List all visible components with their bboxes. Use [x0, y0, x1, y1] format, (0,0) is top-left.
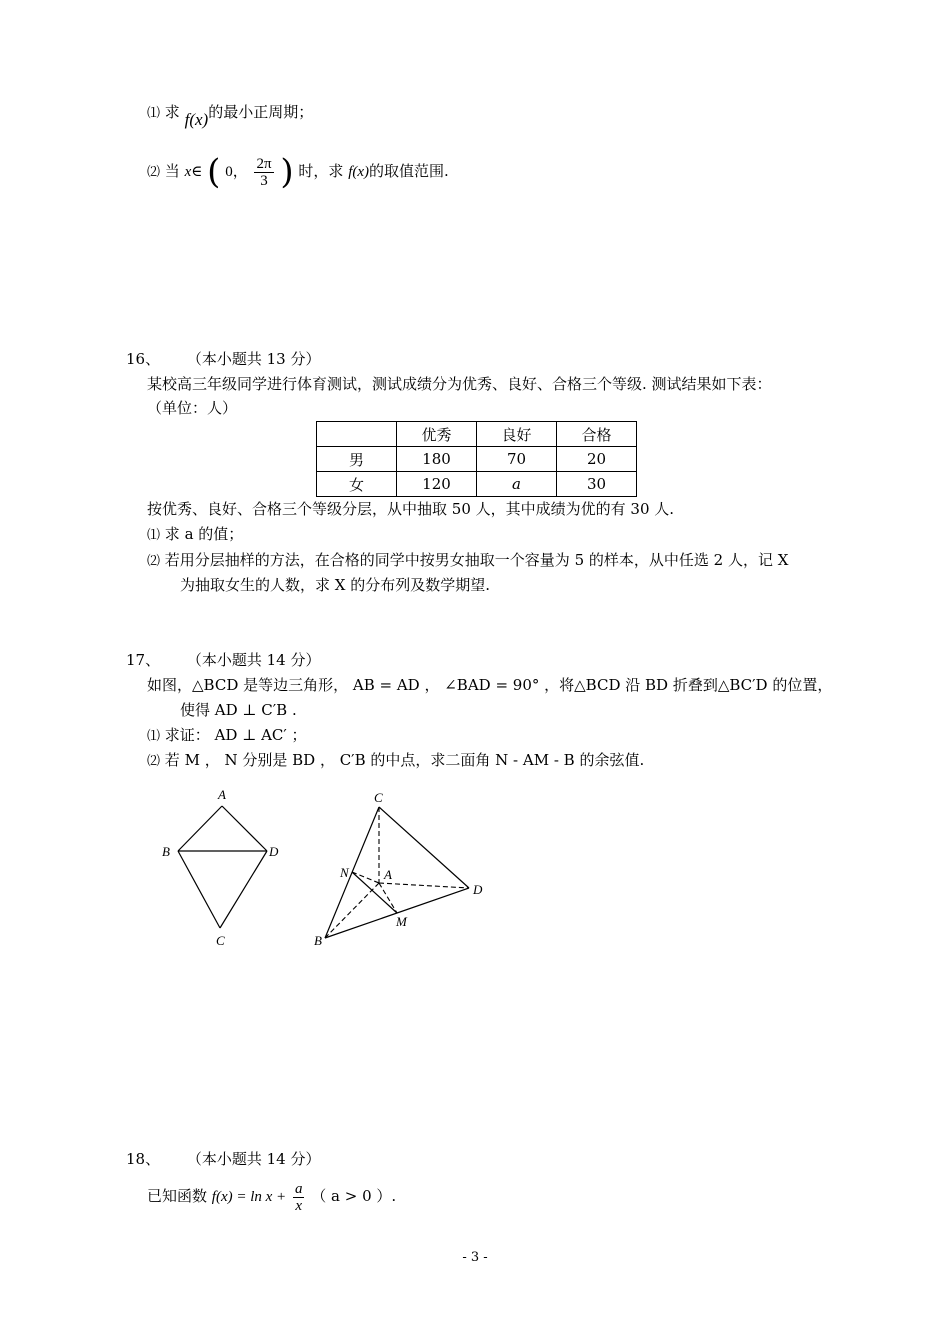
fig1-label-d: D: [269, 844, 279, 859]
fig2-label-m: M: [396, 914, 407, 929]
edge-ab-hidden: [325, 883, 379, 938]
table-header-cell: 良好: [477, 422, 557, 447]
q15-part2-number: ⑵: [147, 165, 161, 180]
q17-part2-text: 若 M ， N 分别是 BD ， C′B 的中点，求二面角 N - AM - B 的余弦值.: [164, 751, 645, 769]
fig2-label-d: D: [473, 882, 483, 897]
segment-ad: [222, 806, 267, 851]
edge-cd: [379, 807, 469, 888]
q18-number: 18、: [126, 1150, 161, 1168]
q16-unit: （单位：人）: [147, 399, 238, 417]
q15-part2: [147, 151, 449, 193]
q16-score: （本小题共 13 分）: [186, 350, 321, 368]
q17-stem-line2: 使得 AD ⊥ C′B .: [180, 701, 297, 719]
table-cell: 男: [317, 447, 397, 472]
q17-stem-line1: 如图，△BCD 是等边三角形， AB = AD ， ∠BAD = 90° ，将△BCD 沿 BD 折叠到△BC′D 的位置，: [147, 676, 833, 694]
q18-function: f(x) = ln x +: [211, 1189, 287, 1205]
q18-fraction: [293, 1181, 305, 1214]
q17-part1: [147, 725, 307, 747]
q16-number: 16、: [126, 350, 161, 368]
q16-part2-text: 若用分层抽样的方法，在合格的同学中按男女抽取一个容量为 5 的样本，从中任选 2 人，记 X: [164, 551, 789, 569]
q15-part2-x: x∈: [184, 164, 203, 180]
table-header-cell: [317, 422, 397, 447]
q16-results-table: [316, 421, 637, 497]
segment-na-hidden: [352, 872, 379, 883]
q15-part1-text-b: 的最小正周期；: [208, 103, 314, 121]
q16-part1-text: 求 a 的值；: [164, 525, 244, 543]
table-cell: 120: [397, 472, 477, 497]
fig1-label-a: A: [218, 787, 226, 802]
q17-part2: [147, 750, 644, 772]
q17-number: 17、: [126, 651, 161, 669]
q15-part2-left-paren: (: [207, 152, 221, 192]
q16-paragraph: 按优秀、良好、合格三个等级分层，从中抽取 50 人，其中成绩为优的有 30 人.: [147, 500, 675, 518]
q16-header: [126, 349, 321, 369]
q15-part2-fraction: [254, 156, 273, 189]
fig2-label-b: B: [314, 933, 322, 948]
q18-header: [126, 1149, 321, 1169]
q15-part2-right-paren: ): [280, 152, 294, 192]
q18-score: （本小题共 14 分）: [186, 1150, 321, 1168]
q15-part2-text-a: 当: [164, 162, 180, 180]
q18-stem-text-a: 已知函数: [147, 1187, 208, 1205]
q18-stem-text-b: （ a > 0 ）.: [311, 1187, 397, 1205]
q15-part1-function: f(x): [184, 110, 209, 129]
segment-am-hidden: [379, 883, 397, 913]
edge-ad-hidden: [379, 883, 469, 888]
q16-part2-number: ⑵: [147, 554, 161, 569]
segment-ab: [178, 806, 222, 851]
table-row: [317, 447, 637, 472]
q18-fraction-denominator: x: [295, 1197, 303, 1214]
q17-score: （本小题共 14 分）: [186, 651, 321, 669]
table-cell: a: [477, 472, 557, 497]
q16-part2-line1: [147, 550, 788, 572]
segment-dc: [220, 851, 267, 928]
q15-part2-fraction-numerator: 2π: [256, 155, 272, 172]
table-cell: 70: [477, 447, 557, 472]
q17-part1-text: 求证： AD ⊥ AC′ ；: [164, 726, 307, 744]
q17-figure-plane: [155, 783, 295, 953]
q16-stem: 某校高三年级同学进行体育测试，测试成绩分为优秀、良好、合格三个等级. 测试结果如下表：: [147, 375, 772, 393]
q17-part2-number: ⑵: [147, 754, 161, 769]
fig2-label-c: C: [374, 790, 383, 805]
q16-part2-line2: 为抽取女生的人数，求 X 的分布列及数学期望.: [180, 576, 490, 594]
fig1-label-c: C: [216, 933, 225, 948]
q15-part1: [147, 102, 314, 129]
q17-figure-solid: [305, 783, 505, 953]
q15-part2-function: f(x): [348, 164, 370, 180]
table-header-cell: 合格: [557, 422, 637, 447]
q18-stem: [147, 1176, 396, 1217]
table-header-cell: 优秀: [397, 422, 477, 447]
q15-part2-text-b: 时，求: [298, 162, 344, 180]
q18-fraction-numerator: a: [294, 1180, 303, 1197]
fig1-label-b: B: [162, 844, 170, 859]
table-row: [317, 472, 637, 497]
q15-part1-text-a: 求: [164, 103, 180, 121]
segment-bc: [178, 851, 220, 928]
table-cell: 女: [317, 472, 397, 497]
table-cell: 180: [397, 447, 477, 472]
q15-part1-number: ⑴: [147, 106, 161, 121]
table-cell: 20: [557, 447, 637, 472]
table-header-row: [317, 422, 637, 447]
q16-part1: [147, 524, 243, 546]
fig2-label-a: A: [384, 867, 392, 882]
q15-part2-zero: 0，: [225, 164, 248, 180]
page-number: - 3 -: [462, 1250, 488, 1265]
q17-part1-number: ⑴: [147, 729, 161, 744]
q17-header: [126, 650, 321, 670]
fig2-label-n: N: [340, 865, 349, 880]
table-cell: 30: [557, 472, 637, 497]
q15-part2-fraction-denominator: 3: [260, 172, 268, 189]
q16-part1-number: ⑴: [147, 528, 161, 543]
q15-part2-text-c: 的取值范围.: [369, 162, 449, 180]
